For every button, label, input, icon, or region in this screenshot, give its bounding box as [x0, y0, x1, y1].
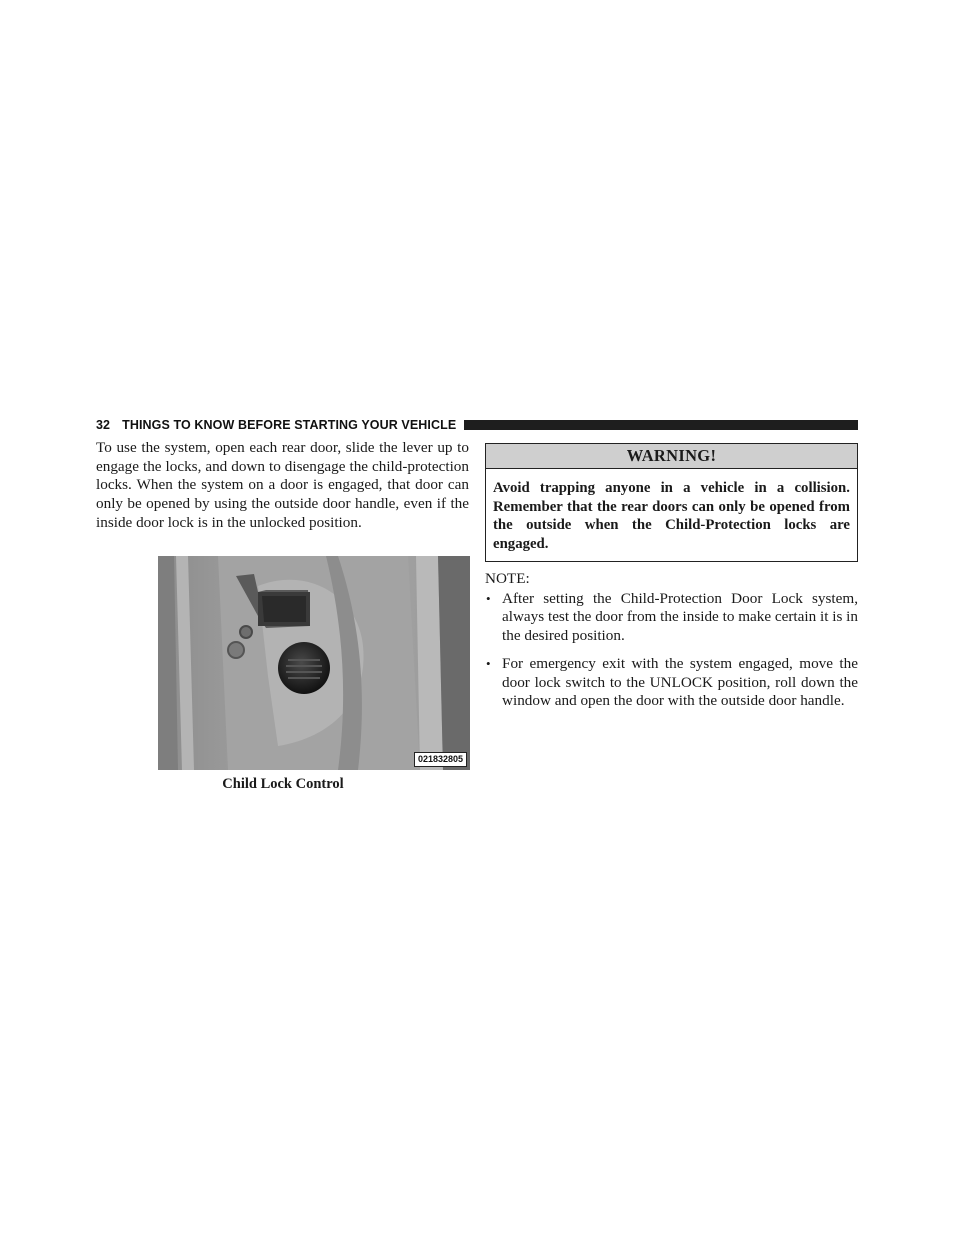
warning-box [485, 443, 858, 562]
bullet-icon: • [486, 590, 491, 606]
warning-body: Avoid trapping anyone in a vehicle in a collision. Remember that the rear doors can only be opened from the outside when the Child-Protection locks are engaged. [493, 480, 850, 552]
note-item-text: For emergency exit with the system engaged, move the door lock switch to the UNLOCK position, roll down the window and open the door with the outside door handle. [502, 654, 858, 710]
note-section [485, 570, 858, 720]
header-rule [464, 420, 858, 430]
list-item [485, 590, 858, 646]
note-label: NOTE: [485, 570, 530, 587]
child-lock-illustration [158, 556, 470, 770]
child-lock-photo [158, 556, 470, 770]
warning-title: WARNING! [486, 444, 857, 469]
left-column [96, 439, 469, 533]
page-number: 32 [96, 418, 111, 432]
section-title: THINGS TO KNOW BEFORE STARTING YOUR VEHICLE [122, 418, 457, 432]
figure-caption: Child Lock Control [222, 776, 344, 792]
page-header [96, 417, 858, 433]
figure-code: 021832805 [414, 752, 467, 767]
bullet-icon: • [486, 655, 491, 671]
note-item-text: After setting the Child-Protection Door Lock system, always test the door from the inside to make certain it is in the desired position. [502, 589, 858, 645]
list-item [485, 655, 858, 711]
instruction-paragraph: To use the system, open each rear door, slide the lever up to engage the locks, and down to disengage the child-protection locks. When the system on a door is engaged, that door can only be opened by using the outside door handle, even if the inside door lock is in the unlocked position. [96, 439, 469, 531]
note-list [485, 590, 858, 711]
